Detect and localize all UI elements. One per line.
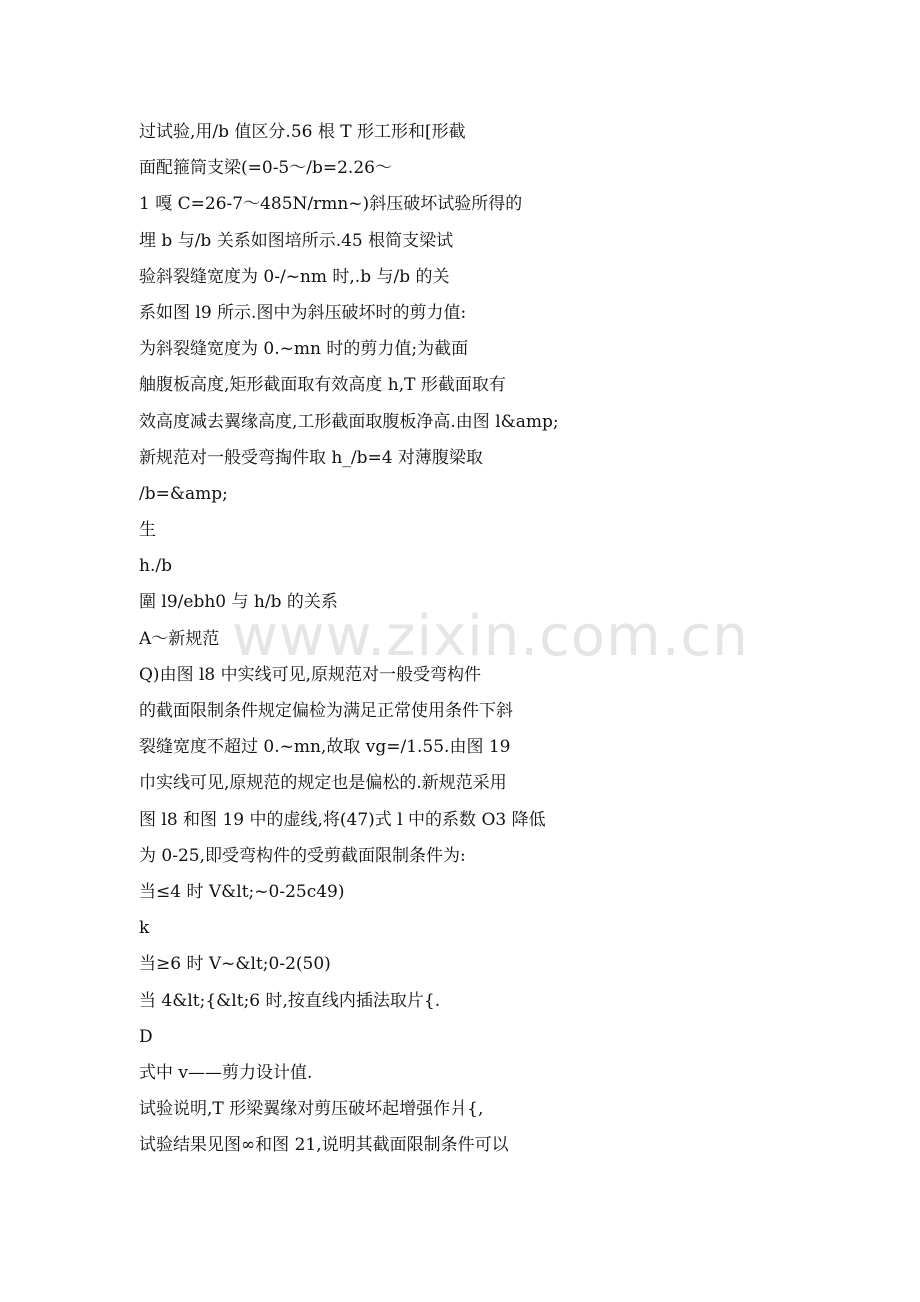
text-line: 当≤4 时 V&lt;~0-25c49) xyxy=(139,881,345,902)
text-line: 图 l8 和图 19 中的虚线,将(47)式 l 中的系数 O3 降低 xyxy=(139,809,546,830)
text-line: 为斜裂缝宽度为 0.~mn 时的剪力值;为截面 xyxy=(139,339,469,360)
watermark: www.zixin.com.cn xyxy=(232,604,749,669)
text-line: 面配箍筒支梁(=0-5～/b=2.26～ xyxy=(139,158,392,179)
text-line: A～新规范 xyxy=(139,628,220,649)
text-line: k xyxy=(139,918,150,939)
text-line: 式中 v——剪力设计值. xyxy=(139,1062,313,1083)
text-line: /b=&amp; xyxy=(139,483,228,504)
text-line: D xyxy=(139,1026,153,1047)
text-line: 巾实线可见,原规范的规定也是偏松的.新规范采用 xyxy=(139,773,507,794)
text-line: 1 嘎 C=26-7～485N/rmn~)斜压破坏试验所得的 xyxy=(139,194,523,215)
text-line: 验斜裂缝宽度为 0-/~nm 时,.b 与/b 的关 xyxy=(139,266,450,287)
document-body xyxy=(139,114,839,1163)
text-line: 的截面限制条件规定偏检为满足正常使用条件下斜 xyxy=(139,701,513,721)
text-line: 当≥6 时 V~&lt;0-2(50) xyxy=(139,954,331,975)
text-line: 试验结果见图∞和图 21,说明其截面限制条件可以 xyxy=(139,1135,509,1156)
text-line: 效高度减去翼缘高度,工形截面取腹板净高.由图 l&amp; xyxy=(139,411,559,432)
text-line: 过试验,用/b 值区分.56 根 T 形工形和[形截 xyxy=(139,122,466,142)
text-line: 裂缝宽度不超过 0.~mn,故取 vg=/1.55.由图 19 xyxy=(139,737,511,758)
text-line: 圍 l9/ebh0 与 h/b 的关系 xyxy=(139,592,338,613)
text-line: 新规范对一般受弯掏件取 h_/b=4 对薄腹梁取 xyxy=(139,447,483,468)
text-line: 舳腹板高度,矩形截面取有效高度 h,T 形截面取有 xyxy=(139,375,506,396)
text-line: Q)由图 l8 中实线可见,原规范对一般受弯构件 xyxy=(139,664,482,685)
text-line: 生 xyxy=(139,520,156,541)
text-line: 为 0-25,即受弯构件的受剪截面限制条件为: xyxy=(139,845,466,866)
text-line: h./b xyxy=(139,556,172,577)
text-line: 系如图 l9 所示.图中为斜压破坏时的剪力值: xyxy=(139,302,467,323)
text-line: 试验说明,T 形梁翼缘对剪压破坏起增强作爿{, xyxy=(139,1099,484,1120)
text-line: 当 4&lt;{&lt;6 时,按直线内插法取片{. xyxy=(139,990,441,1011)
text-line: 埋 b 与/b 关系如图培所示.45 根简支梁试 xyxy=(139,230,454,251)
